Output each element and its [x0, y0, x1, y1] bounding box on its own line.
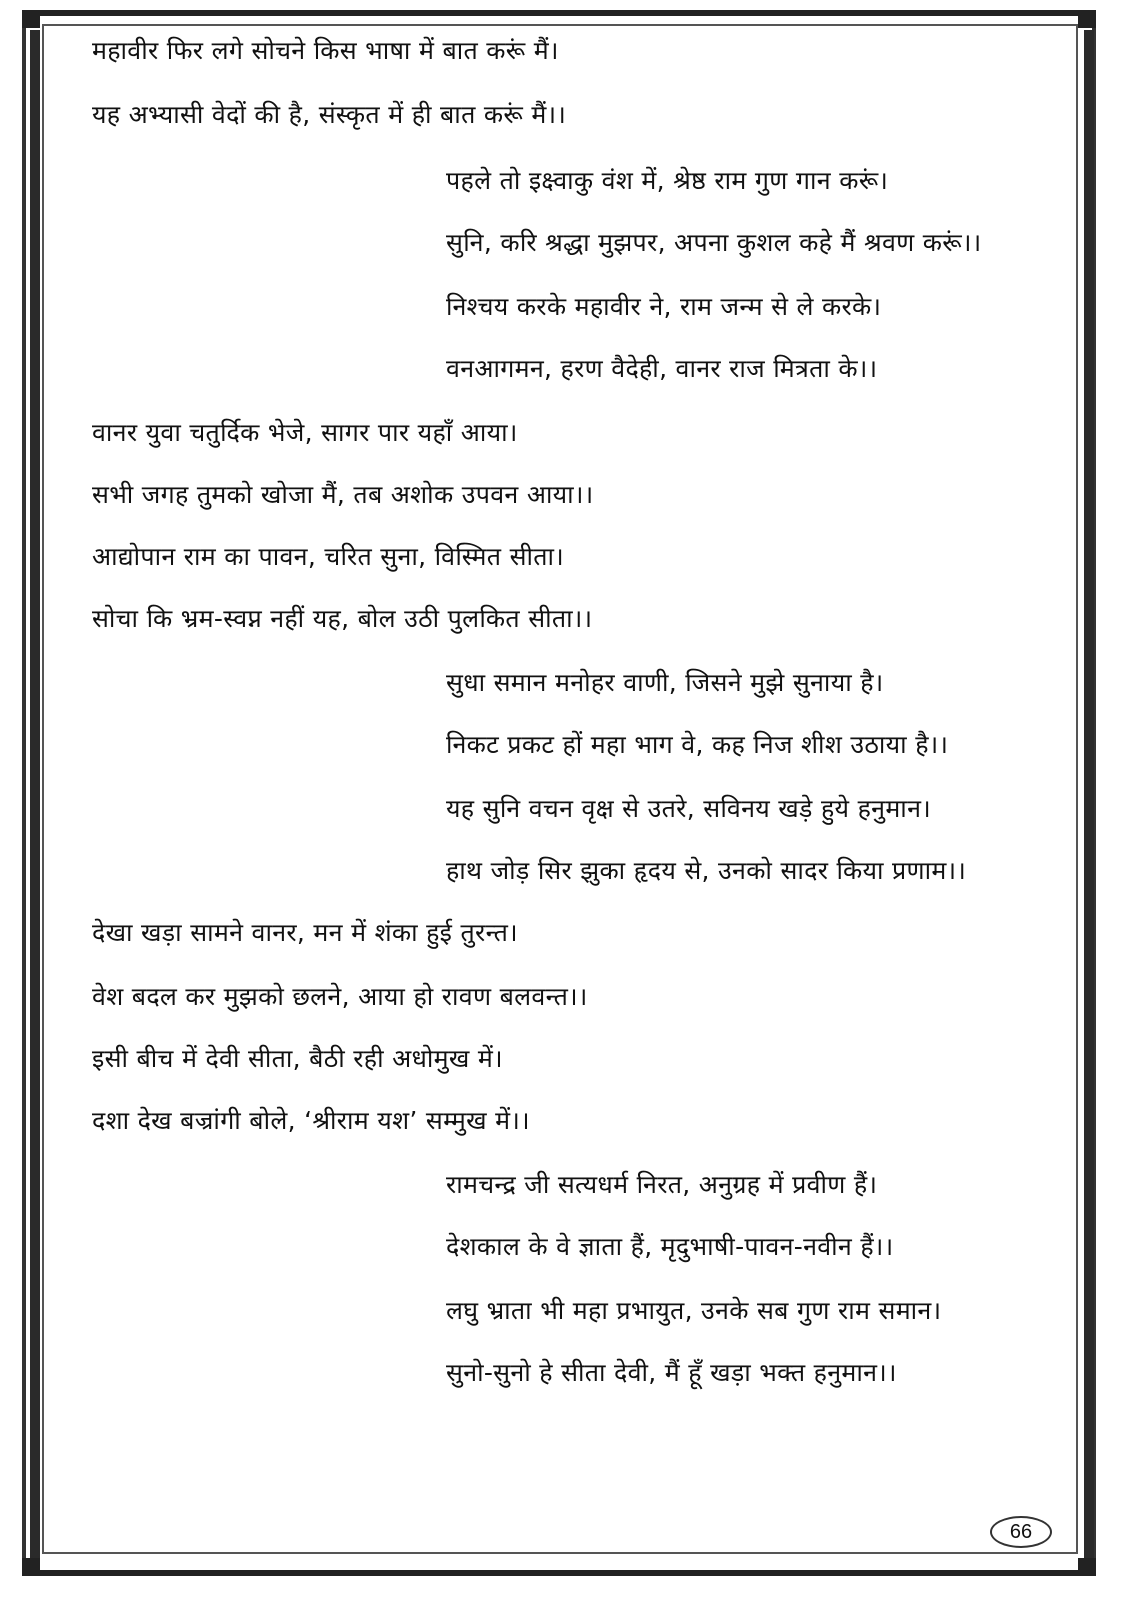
frame-left-bar [30, 30, 40, 1560]
poem-line: निश्चय करके महावीर ने, राम जन्म से ले करके। [446, 292, 882, 321]
poem-line: रामचन्द्र जी सत्यधर्म निरत, अनुग्रह में प्रवीण हैं। [446, 1170, 878, 1199]
poem-line: सोचा कि भ्रम-स्वप्न नहीं यह, बोल उठी पुलकित सीता।। [92, 604, 593, 633]
poem-line: हाथ जोड़ सिर झुका हृदय से, उनको सादर किया प्रणाम।। [446, 856, 967, 885]
poem-line: लघु भ्राता भी महा प्रभायुत, उनके सब गुण राम समान। [446, 1296, 942, 1325]
poem-line: यह सुनि वचन वृक्ष से उतरे, सविनय खड़े हुये हनुमान। [446, 794, 932, 823]
poem-line: सुधा समान मनोहर वाणी, जिसने मुझे सुनाया है। [446, 668, 884, 697]
poem-line: वनआगमन, हरण वैदेही, वानर राज मित्रता के।। [446, 354, 878, 383]
poem-line: सुनो-सुनो हे सीता देवी, मैं हूँ खड़ा भक्त हनुमान।। [446, 1358, 897, 1387]
poem-line: देखा खड़ा सामने वानर, मन में शंका हुई तुरन्त। [92, 918, 518, 947]
poem-line: दशा देख बज्रांगी बोले, ‘श्रीराम यश’ सम्मुख में।। [92, 1106, 530, 1135]
frame-corner-bottom-left [22, 1558, 40, 1576]
poem-line: पहले तो इक्ष्वाकु वंश में, श्रेष्ठ राम गुण गान करूं। [446, 166, 889, 195]
poem-line: सुनि, करि श्रद्धा मुझपर, अपना कुशल कहे मैं श्रवण करूं।। [446, 228, 982, 257]
poem-line: यह अभ्यासी वेदों की है, संस्कृत में ही बात करूं मैं।। [92, 100, 567, 129]
poem-line: सभी जगह तुमको खोजा मैं, तब अशोक उपवन आया।। [92, 480, 594, 509]
poem-line: वानर युवा चतुर्दिक भेजे, सागर पार यहाँ आया। [92, 418, 518, 447]
frame-right-bar [1084, 30, 1094, 1560]
poem-line: वेश बदल कर मुझको छलने, आया हो रावण बलवन्त।। [92, 982, 588, 1011]
poem-line: महावीर फिर लगे सोचने किस भाषा में बात करूं मैं। [92, 36, 559, 65]
frame-corner-top-left [22, 10, 40, 28]
poem-line: निकट प्रकट हों महा भाग वे, कह निज शीश उठाया है।। [446, 730, 949, 759]
poem-line: देशकाल के वे ज्ञाता हैं, मृदुभाषी-पावन-नवीन हैं।। [446, 1232, 894, 1261]
frame-corner-bottom-right [1078, 1558, 1096, 1576]
frame-corner-top-right [1078, 10, 1096, 28]
poem-line: इसी बीच में देवी सीता, बैठी रही अधोमुख में। [92, 1044, 503, 1073]
poem-line: आद्योपान राम का पावन, चरित सुना, विस्मित सीता। [92, 542, 565, 571]
page-number: 66 [990, 1516, 1052, 1548]
